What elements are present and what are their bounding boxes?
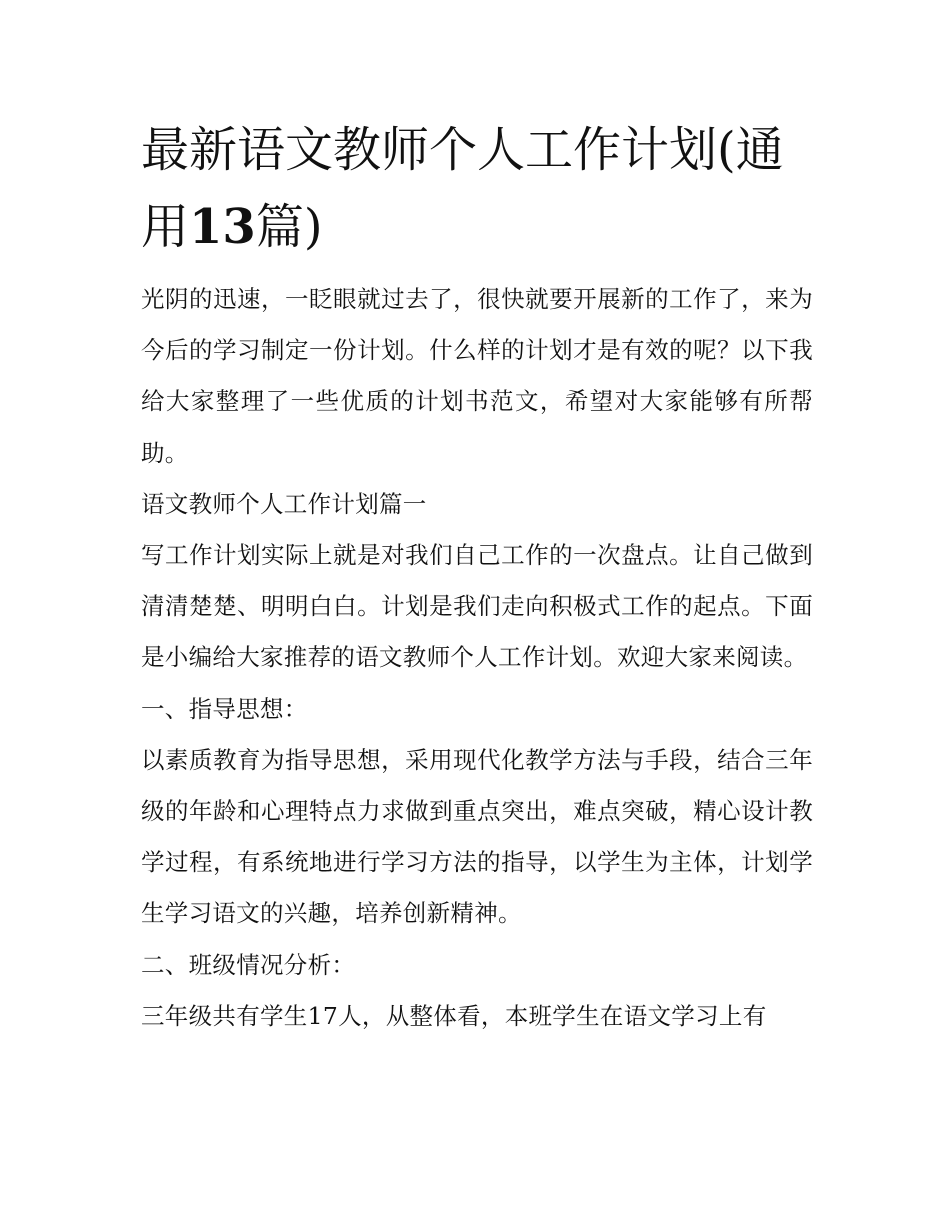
title-line-2-suffix: 篇) [255, 199, 323, 255]
intro-paragraph: 光阴的迅速，一眨眼就过去了，很快就要开展新的工作了，来为今后的学习制定一份计划。什么样的计划才是有效的呢？以下我给大家整理了一些优质的计划书范文，希望对大家能够有所帮助。 [141, 285, 813, 467]
title-number: 13 [189, 199, 256, 255]
document-content [141, 112, 813, 1042]
guiding-ideology-paragraph: 以素质教育为指导思想，采用现代化教学方法与手段，结合三年级的年龄和心理特点力求做到重点突出，难点突破，精心设计教学过程，有系统地进行学习方法的指导，以学生为主体，计划学生学习语文的兴趣，培养创新精神。 [141, 745, 813, 928]
document-title [141, 112, 813, 266]
heading-class-analysis: 二、班级情况分析： [141, 950, 356, 979]
title-line-2-prefix: 用 [141, 199, 190, 255]
heading-guiding-ideology: 一、指导思想： [141, 694, 308, 723]
class-analysis-paragraph: 三年级共有学生17人，从整体看，本班学生在语文学习上有 [141, 1001, 767, 1030]
document-body [141, 274, 813, 1042]
title-line-1: 最新语文教师个人工作计划(通 [141, 122, 784, 178]
section-heading-part-one: 语文教师个人工作计划篇一 [141, 489, 427, 518]
part-one-intro-paragraph: 写工作计划实际上就是对我们自己工作的一次盘点。让自己做到清清楚楚、明明白白。计划是我们走向积极式工作的起点。下面是小编给大家推荐的语文教师个人工作计划。欢迎大家来阅读。 [141, 541, 813, 672]
